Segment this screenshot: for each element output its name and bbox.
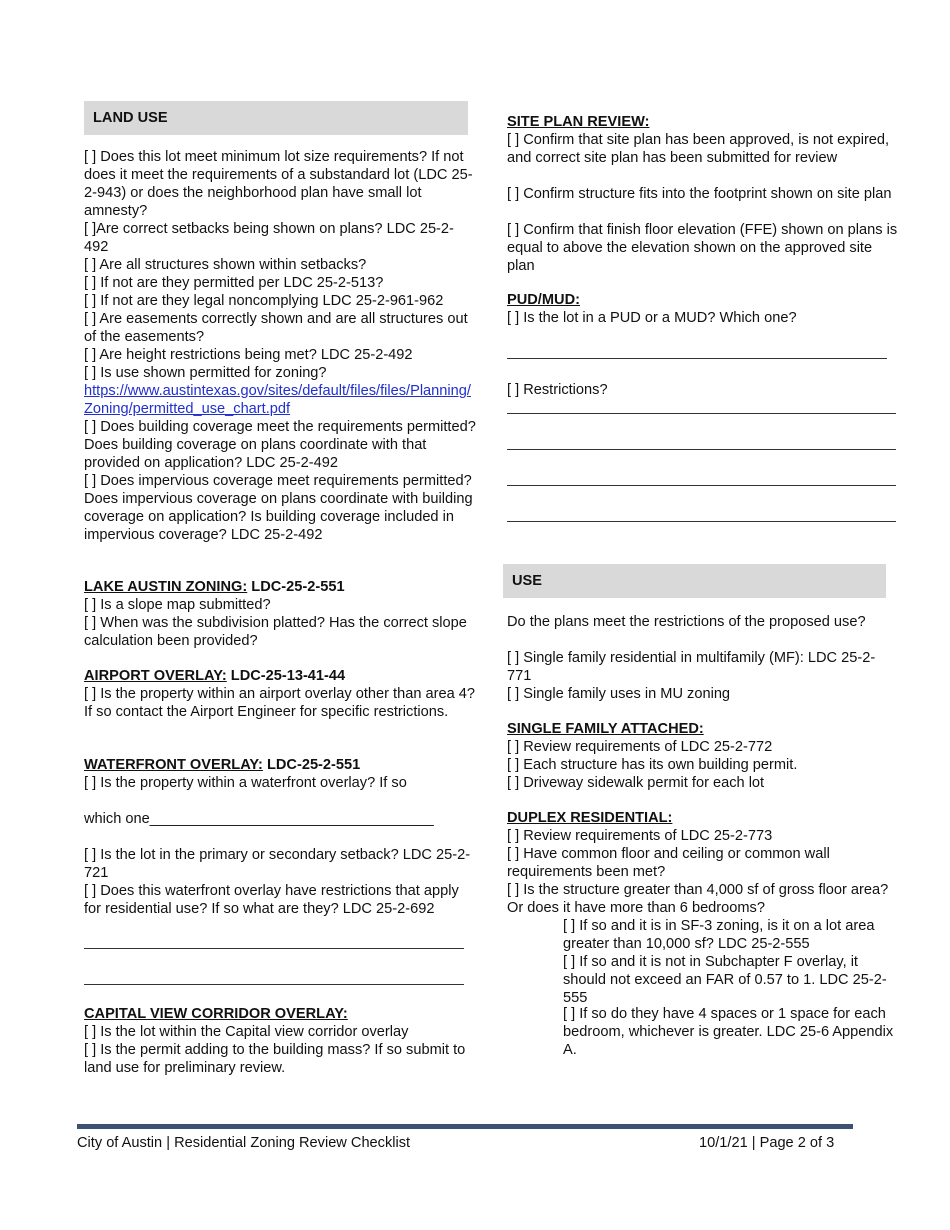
restrictions-line-4[interactable] [507, 521, 896, 522]
sfa-title: SINGLE FAMILY ATTACHED: [507, 721, 704, 737]
footer-title: City of Austin | Residential Zoning Review Checklist [77, 1135, 411, 1151]
site-plan-title: SITE PLAN REVIEW: [507, 114, 650, 130]
waterfront-which-one[interactable]: which one___________________________________ [84, 811, 434, 827]
use-intro: Do the plans meet the restrictions of the proposed use? [507, 614, 866, 630]
duplex-item-2: [ ] Have common floor and ceiling or common wall requirements been met? [507, 846, 830, 880]
lake-austin-item-2: [ ] When was the subdivision platted? Has the correct slope calculation been provided? [84, 615, 467, 649]
land-use-item-9: [ ] Does building coverage meet the requirements permitted? Does building coverage on plans coordinate with that provided on application? LDC 25-2-492 [84, 419, 476, 471]
use-item-1: [ ] Single family residential in multifamily (MF): LDC 25-2-771 [507, 650, 876, 684]
sfa-item-2: [ ] Each structure has its own building permit. [507, 757, 798, 773]
restrictions-line-3[interactable] [507, 485, 896, 486]
restrictions-line-1[interactable] [507, 413, 896, 414]
pud-mud-title: PUD/MUD: [507, 292, 580, 308]
airport-heading [84, 667, 345, 685]
capital-view-heading [84, 1005, 348, 1023]
airport-title: AIRPORT OVERLAY: [84, 668, 227, 684]
site-plan-item-2: [ ] Confirm structure fits into the footprint shown on site plan [507, 186, 892, 202]
restrictions-line-2[interactable] [507, 449, 896, 450]
land-use-item-5: [ ] If not are they legal noncomplying LDC 25-2-961-962 [84, 293, 444, 309]
duplex-item-3: [ ] Is the structure greater than 4,000 sf of gross floor area? Or does it have more than 6 bedrooms? [507, 882, 889, 916]
waterfront-answer-line-2[interactable] [84, 984, 464, 985]
duplex-sub-item-2: [ ] If so and it is not in Subchapter F overlay, it should not exceed an FAR of 0.57 to 1. LDC 25-2-555 [563, 954, 887, 1006]
pud-mud-q1: [ ] Is the lot in a PUD or a MUD? Which one? [507, 310, 797, 326]
airport-code: LDC-25-13-41-44 [226, 668, 346, 684]
land-use-item-6: [ ] Are easements correctly shown and are all structures out of the easements? [84, 311, 468, 345]
footer-page-info: 10/1/21 | Page 2 of 3 [699, 1135, 835, 1151]
site-plan-item-1: [ ] Confirm that site plan has been approved, is not expired, and correct site plan has been submitted for review [507, 132, 890, 166]
waterfront-heading [84, 756, 360, 774]
site-plan-heading [507, 113, 649, 131]
sfa-heading [507, 720, 704, 738]
land-use-item-8: [ ] Is use shown permitted for zoning? [84, 365, 327, 381]
lake-austin-title: LAKE AUSTIN ZONING: [84, 579, 248, 595]
airport-item-1: [ ] Is the property within an airport overlay other than area 4? If so contact the Airport Engineer for specific restrictions. [84, 686, 476, 720]
footer-divider [77, 1124, 853, 1129]
use-item-2: [ ] Single family uses in MU zoning [507, 686, 731, 702]
permitted-use-chart-link-text[interactable]: https://www.austintexas.gov/sites/default/files/files/Planning/Zoning/permitted_use_chart.pdf [84, 383, 471, 417]
duplex-title: DUPLEX RESIDENTIAL: [507, 810, 673, 826]
lake-austin-code: LDC-25-2-551 [247, 579, 345, 595]
waterfront-title: WATERFRONT OVERLAY: [84, 757, 263, 773]
land-use-item-7: [ ] Are height restrictions being met? LDC 25-2-492 [84, 347, 413, 363]
sfa-item-1: [ ] Review requirements of LDC 25-2-772 [507, 739, 773, 755]
waterfront-q3: [ ] Does this waterfront overlay have restrictions that apply for residential use? If so what are they? LDC 25-2-692 [84, 883, 459, 917]
land-use-item-3: [ ] Are all structures shown within setbacks? [84, 257, 367, 273]
land-use-item-4: [ ] If not are they permitted per LDC 25-2-513? [84, 275, 384, 291]
land-use-item-10: [ ] Does impervious coverage meet requirements permitted? Does impervious coverage on plans coordinate with building coverage on application? Is building coverage included in impervious coverage? LDC 25-2-492 [84, 473, 473, 543]
land-use-item-2: [ ]Are correct setbacks being shown on plans? LDC 25-2-492 [84, 221, 454, 255]
land-use-item-1: [ ] Does this lot meet minimum lot size requirements? If not does it meet the requirements of a substandard lot (LDC 25-2-943) or does the neighborhood plan have small lot amnesty? [84, 149, 473, 219]
capital-view-title: CAPITAL VIEW CORRIDOR OVERLAY: [84, 1006, 348, 1022]
duplex-sub-item-3: [ ] If so do they have 4 spaces or 1 space for each bedroom, whichever is greater. LDC 25-6 Appendix A. [563, 1006, 894, 1058]
waterfront-q1: [ ] Is the property within a waterfront overlay? If so [84, 775, 407, 791]
duplex-heading [507, 809, 672, 827]
waterfront-answer-line-1[interactable] [84, 948, 464, 949]
sfa-item-3: [ ] Driveway sidewalk permit for each lot [507, 775, 765, 791]
lake-austin-item-1: [ ] Is a slope map submitted? [84, 597, 271, 613]
capital-view-item-1: [ ] Is the lot within the Capital view corridor overlay [84, 1024, 409, 1040]
capital-view-item-2: [ ] Is the permit adding to the building mass? If so submit to land use for preliminary review. [84, 1042, 466, 1076]
duplex-sub-item-1: [ ] If so and it is in SF-3 zoning, is it on a lot area greater than 10,000 sf? LDC 25-2-555 [563, 918, 875, 952]
waterfront-q2: [ ] Is the lot in the primary or secondary setback? LDC 25-2-721 [84, 847, 471, 881]
pud-mud-q2: [ ] Restrictions? [507, 382, 608, 398]
pud-mud-heading [507, 291, 580, 309]
site-plan-item-3: [ ] Confirm that finish floor elevation (FFE) shown on plans is equal to above the elevation shown on the approved site plan [507, 222, 898, 274]
land-use-header: LAND USE [84, 101, 468, 135]
permitted-use-chart-link[interactable] [84, 382, 478, 418]
use-header: USE [503, 564, 886, 598]
lake-austin-heading [84, 578, 345, 596]
duplex-item-1: [ ] Review requirements of LDC 25-2-773 [507, 828, 773, 844]
pud-mud-answer-line[interactable] [507, 358, 887, 359]
waterfront-code: LDC-25-2-551 [262, 757, 361, 773]
